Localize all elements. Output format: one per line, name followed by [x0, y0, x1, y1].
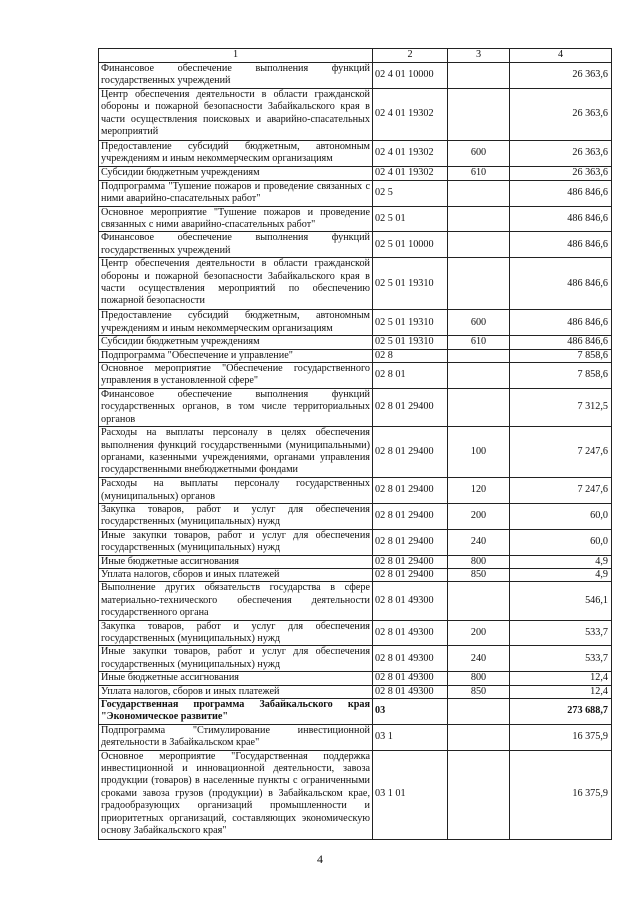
row-code: 03 1	[373, 724, 448, 750]
table-row	[99, 140, 612, 166]
row-expense-type: 610	[448, 336, 510, 349]
row-amount: 546,1	[510, 582, 612, 620]
table-row	[99, 620, 612, 646]
row-amount: 26 363,6	[510, 63, 612, 89]
row-description: Основное мероприятие "Государственная поддержка инвестиционной и инновационной деятельности, завоза продукции (товаров) в населенные пункты с ограниченными сроками завоза грузов (продукции) в Забайкальском крае, градообразующих организаций промышленности и приоритетных организаций, составляющих экономическую основу Забайкальского края"	[99, 750, 373, 839]
row-description: Уплата налогов, сборов и иных платежей	[99, 568, 373, 581]
row-amount: 7 247,6	[510, 478, 612, 504]
row-description: Субсидии бюджетным учреждениям	[99, 336, 373, 349]
row-expense-type	[448, 258, 510, 310]
table-row	[99, 427, 612, 478]
row-description: Основное мероприятие "Тушение пожаров и проведение связанных с ними аварийно-спасательных работ"	[99, 206, 373, 232]
header-cell-2: 2	[373, 49, 448, 63]
table-row	[99, 336, 612, 349]
table-row	[99, 180, 612, 206]
table-row	[99, 232, 612, 258]
table-row	[99, 63, 612, 89]
row-expense-type: 800	[448, 672, 510, 685]
row-description: Закупка товаров, работ и услуг для обеспечения государственных (муниципальных) нужд	[99, 503, 373, 529]
row-expense-type: 200	[448, 620, 510, 646]
row-expense-type: 850	[448, 568, 510, 581]
table-row	[99, 349, 612, 362]
row-expense-type: 800	[448, 555, 510, 568]
row-expense-type	[448, 232, 510, 258]
table-row	[99, 555, 612, 568]
row-code: 02 8 01 49300	[373, 672, 448, 685]
row-code: 02 8 01 49300	[373, 685, 448, 698]
row-amount: 486 846,6	[510, 258, 612, 310]
row-code: 02 4 01 19302	[373, 88, 448, 140]
row-description: Предоставление субсидий бюджетным, автономным учреждениям и иным некоммерческим организациям	[99, 310, 373, 336]
table-row	[99, 206, 612, 232]
row-description: Основное мероприятие "Обеспечение государственного управления в установленной сфере"	[99, 363, 373, 389]
row-code: 02 5 01 10000	[373, 232, 448, 258]
header-cell-1: 1	[99, 49, 373, 63]
header-cell-4: 4	[510, 49, 612, 63]
row-amount: 16 375,9	[510, 750, 612, 839]
row-description: Уплата налогов, сборов и иных платежей	[99, 685, 373, 698]
table-row	[99, 258, 612, 310]
row-amount: 273 688,7	[510, 699, 612, 725]
row-amount: 486 846,6	[510, 232, 612, 258]
row-amount: 60,0	[510, 529, 612, 555]
row-description: Подпрограмма "Стимулирование инвестиционной деятельности в Забайкальском крае"	[99, 724, 373, 750]
row-amount: 533,7	[510, 646, 612, 672]
table-row	[99, 672, 612, 685]
table-row	[99, 363, 612, 389]
row-amount: 12,4	[510, 685, 612, 698]
row-description: Субсидии бюджетным учреждениям	[99, 166, 373, 180]
row-amount: 26 363,6	[510, 166, 612, 180]
row-description: Иные бюджетные ассигнования	[99, 555, 373, 568]
table-row	[99, 646, 612, 672]
row-description: Центр обеспечения деятельности в области гражданской обороны и пожарной безопасности Забайкальского края в части осуществления мероприятий по обеспечению пожарной безопасности	[99, 258, 373, 310]
row-code: 02 8 01 29400	[373, 568, 448, 581]
row-description: Финансовое обеспечение выполнения функций государственных учреждений	[99, 232, 373, 258]
row-amount: 486 846,6	[510, 336, 612, 349]
row-expense-type: 610	[448, 166, 510, 180]
table-row	[99, 582, 612, 620]
row-expense-type	[448, 363, 510, 389]
table-row	[99, 478, 612, 504]
row-amount: 486 846,6	[510, 180, 612, 206]
row-amount: 4,9	[510, 555, 612, 568]
row-expense-type	[448, 388, 510, 426]
budget-table	[98, 48, 612, 840]
row-code: 02 5 01 19310	[373, 310, 448, 336]
row-amount: 7 247,6	[510, 427, 612, 478]
page-number: 4	[317, 852, 323, 866]
row-amount: 7 858,6	[510, 349, 612, 362]
row-expense-type: 240	[448, 529, 510, 555]
row-code: 03	[373, 699, 448, 725]
row-amount: 533,7	[510, 620, 612, 646]
row-expense-type: 200	[448, 503, 510, 529]
row-description: Государственная программа Забайкальского края "Экономическое развитие"	[99, 699, 373, 725]
row-expense-type	[448, 699, 510, 725]
row-code: 02 5 01 19310	[373, 336, 448, 349]
row-description: Центр обеспечения деятельности в области гражданской обороны и пожарной безопасности Забайкальского края в части осуществления поисковых и аварийно-спасательных мероприятий	[99, 88, 373, 140]
row-code: 02 8 01 29400	[373, 478, 448, 504]
row-code: 02 8	[373, 349, 448, 362]
row-code: 02 5 01 19310	[373, 258, 448, 310]
table-row	[99, 166, 612, 180]
row-amount: 16 375,9	[510, 724, 612, 750]
row-description: Финансовое обеспечение выполнения функций государственных органов, в том числе территориальных органов	[99, 388, 373, 426]
table-header-row	[99, 49, 612, 63]
row-description: Иные закупки товаров, работ и услуг для обеспечения государственных (муниципальных) нужд	[99, 646, 373, 672]
row-code: 02 8 01 49300	[373, 620, 448, 646]
table-row	[99, 529, 612, 555]
header-cell-3: 3	[448, 49, 510, 63]
row-expense-type	[448, 582, 510, 620]
row-amount: 486 846,6	[510, 310, 612, 336]
row-code: 02 8 01 29400	[373, 503, 448, 529]
row-code: 02 8 01 49300	[373, 646, 448, 672]
row-expense-type	[448, 206, 510, 232]
row-code: 02 8 01 29400	[373, 529, 448, 555]
row-description: Подпрограмма "Обеспечение и управление"	[99, 349, 373, 362]
row-description: Закупка товаров, работ и услуг для обеспечения государственных (муниципальных) нужд	[99, 620, 373, 646]
row-description: Иные закупки товаров, работ и услуг для обеспечения государственных (муниципальных) нужд	[99, 529, 373, 555]
row-expense-type: 100	[448, 427, 510, 478]
row-expense-type	[448, 349, 510, 362]
row-expense-type	[448, 724, 510, 750]
row-description: Предоставление субсидий бюджетным, автономным учреждениям и иным некоммерческим организациям	[99, 140, 373, 166]
row-code: 02 4 01 19302	[373, 140, 448, 166]
row-amount: 60,0	[510, 503, 612, 529]
row-code: 02 8 01	[373, 363, 448, 389]
table-row	[99, 88, 612, 140]
row-expense-type	[448, 63, 510, 89]
row-amount: 26 363,6	[510, 140, 612, 166]
row-expense-type: 600	[448, 140, 510, 166]
row-code: 02 5	[373, 180, 448, 206]
row-expense-type: 600	[448, 310, 510, 336]
row-code: 02 8 01 49300	[373, 582, 448, 620]
row-amount: 486 846,6	[510, 206, 612, 232]
table-row	[99, 388, 612, 426]
row-expense-type	[448, 180, 510, 206]
row-code: 02 8 01 29400	[373, 555, 448, 568]
table-row	[99, 310, 612, 336]
row-expense-type	[448, 750, 510, 839]
row-amount: 4,9	[510, 568, 612, 581]
row-code: 02 8 01 29400	[373, 388, 448, 426]
row-code: 02 5 01	[373, 206, 448, 232]
row-description: Иные бюджетные ассигнования	[99, 672, 373, 685]
row-description: Расходы на выплаты персоналу государственных (муниципальных) органов	[99, 478, 373, 504]
row-code: 02 8 01 29400	[373, 427, 448, 478]
row-code: 02 4 01 19302	[373, 166, 448, 180]
row-description: Подпрограмма "Тушение пожаров и проведение связанных с ними аварийно-спасательных работ"	[99, 180, 373, 206]
row-code: 03 1 01	[373, 750, 448, 839]
table-row	[99, 685, 612, 698]
row-amount: 12,4	[510, 672, 612, 685]
row-expense-type	[448, 88, 510, 140]
table-row	[99, 568, 612, 581]
row-expense-type: 120	[448, 478, 510, 504]
row-expense-type: 240	[448, 646, 510, 672]
row-description: Расходы на выплаты персоналу в целях обеспечения выполнения функций государственными (муниципальными) органами, казенными учреждениями, органами управления государственными внебюджетными фондами	[99, 427, 373, 478]
row-amount: 26 363,6	[510, 88, 612, 140]
table-body	[99, 63, 612, 840]
table-row	[99, 724, 612, 750]
table-row	[99, 699, 612, 725]
row-code: 02 4 01 10000	[373, 63, 448, 89]
row-expense-type: 850	[448, 685, 510, 698]
row-amount: 7 312,5	[510, 388, 612, 426]
row-description: Финансовое обеспечение выполнения функций государственных учреждений	[99, 63, 373, 89]
table-row	[99, 750, 612, 839]
row-description: Выполнение других обязательств государства в сфере материально-технического обеспечения деятельности государственного органа	[99, 582, 373, 620]
row-amount: 7 858,6	[510, 363, 612, 389]
table-row	[99, 503, 612, 529]
